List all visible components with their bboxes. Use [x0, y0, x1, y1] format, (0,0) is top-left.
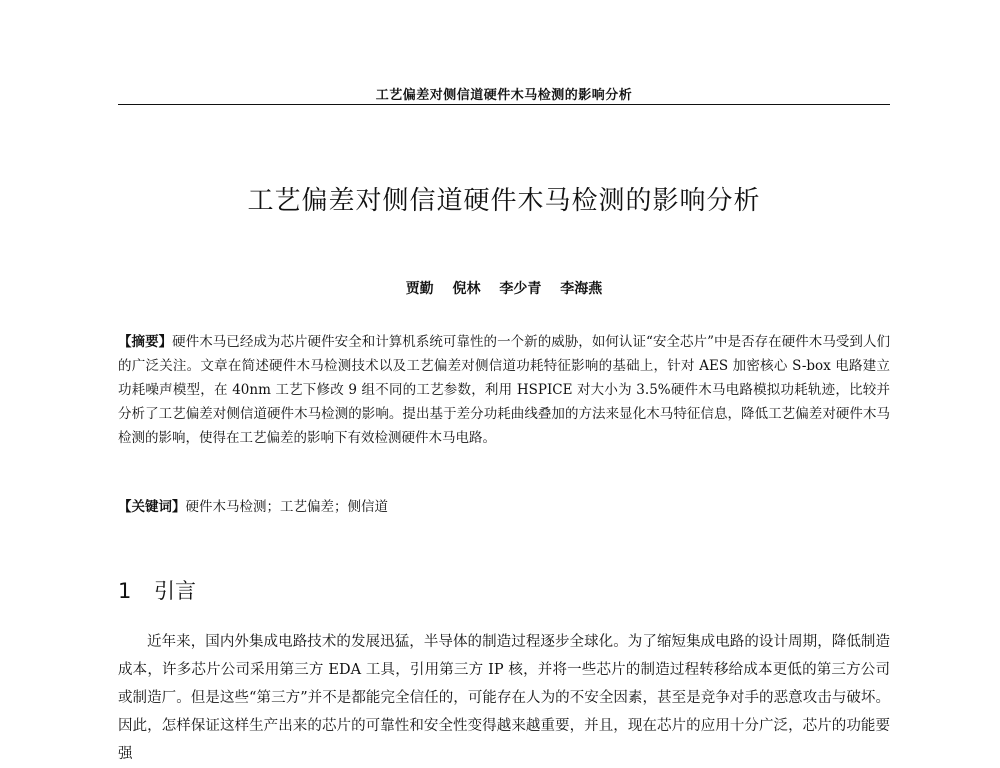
paper-title: 工艺偏差对侧信道硬件木马检测的影响分析	[247, 186, 761, 216]
section-number: 1	[118, 579, 132, 603]
author-list: 贾勤 倪林 李少青 李海燕	[405, 281, 603, 297]
body-paragraph: 近年来，国内外集成电路技术的发展迅猛，半导体的制造过程逐步全球化。为了缩短集成电路的设计周期，降低制造成本，许多芯片公司采用第三方 EDA 工具，引用第三方 IP 核，并将一些芯片的制造过程转移给成本更低的第三方公司或制造厂。但是这些“第三方”并不是都能完全信任的，可能存在人为的不安全因素，甚至是竞争对手的恶意攻击与破坏。因此，怎样保证这样生产出来的芯片的可靠性和安全性变得越来越重要，并且，现在芯片的应用十分广泛，芯片的功能要强	[118, 634, 890, 762]
keywords-label: 【关键词】	[118, 499, 186, 515]
keywords	[118, 495, 890, 519]
section-title: 引言	[154, 579, 196, 603]
keywords-text: 硬件木马检测；工艺偏差；侧信道	[185, 499, 388, 515]
abstract-label: 【摘要】	[118, 334, 173, 350]
section-heading	[118, 575, 196, 605]
abstract	[118, 330, 890, 450]
header-rule	[118, 104, 890, 105]
running-header: 工艺偏差对侧信道硬件木马检测的影响分析	[375, 88, 633, 103]
abstract-text: 硬件木马已经成为芯片硬件安全和计算机系统可靠性的一个新的威胁，如何认证“安全芯片”中是否存在硬件木马受到人们的广泛关注。文章在简述硬件木马检测技术以及工艺偏差对侧信道功耗特征影响的基础上，针对 AES 加密核心 S-box 电路建立功耗噪声模型，在 40nm 工艺下修改 9 组不同的工艺参数，利用 HSPICE 对大小为 3.5%硬件木马电路模拟功耗轨迹，比较并分析了工艺偏差对侧信道硬件木马检测的影响。提出基于差分功耗曲线叠加的方法来显化木马特征信息，降低工艺偏差对硬件木马检测的影响，使得在工艺偏差的影响下有效检测硬件木马电路。	[118, 334, 890, 446]
